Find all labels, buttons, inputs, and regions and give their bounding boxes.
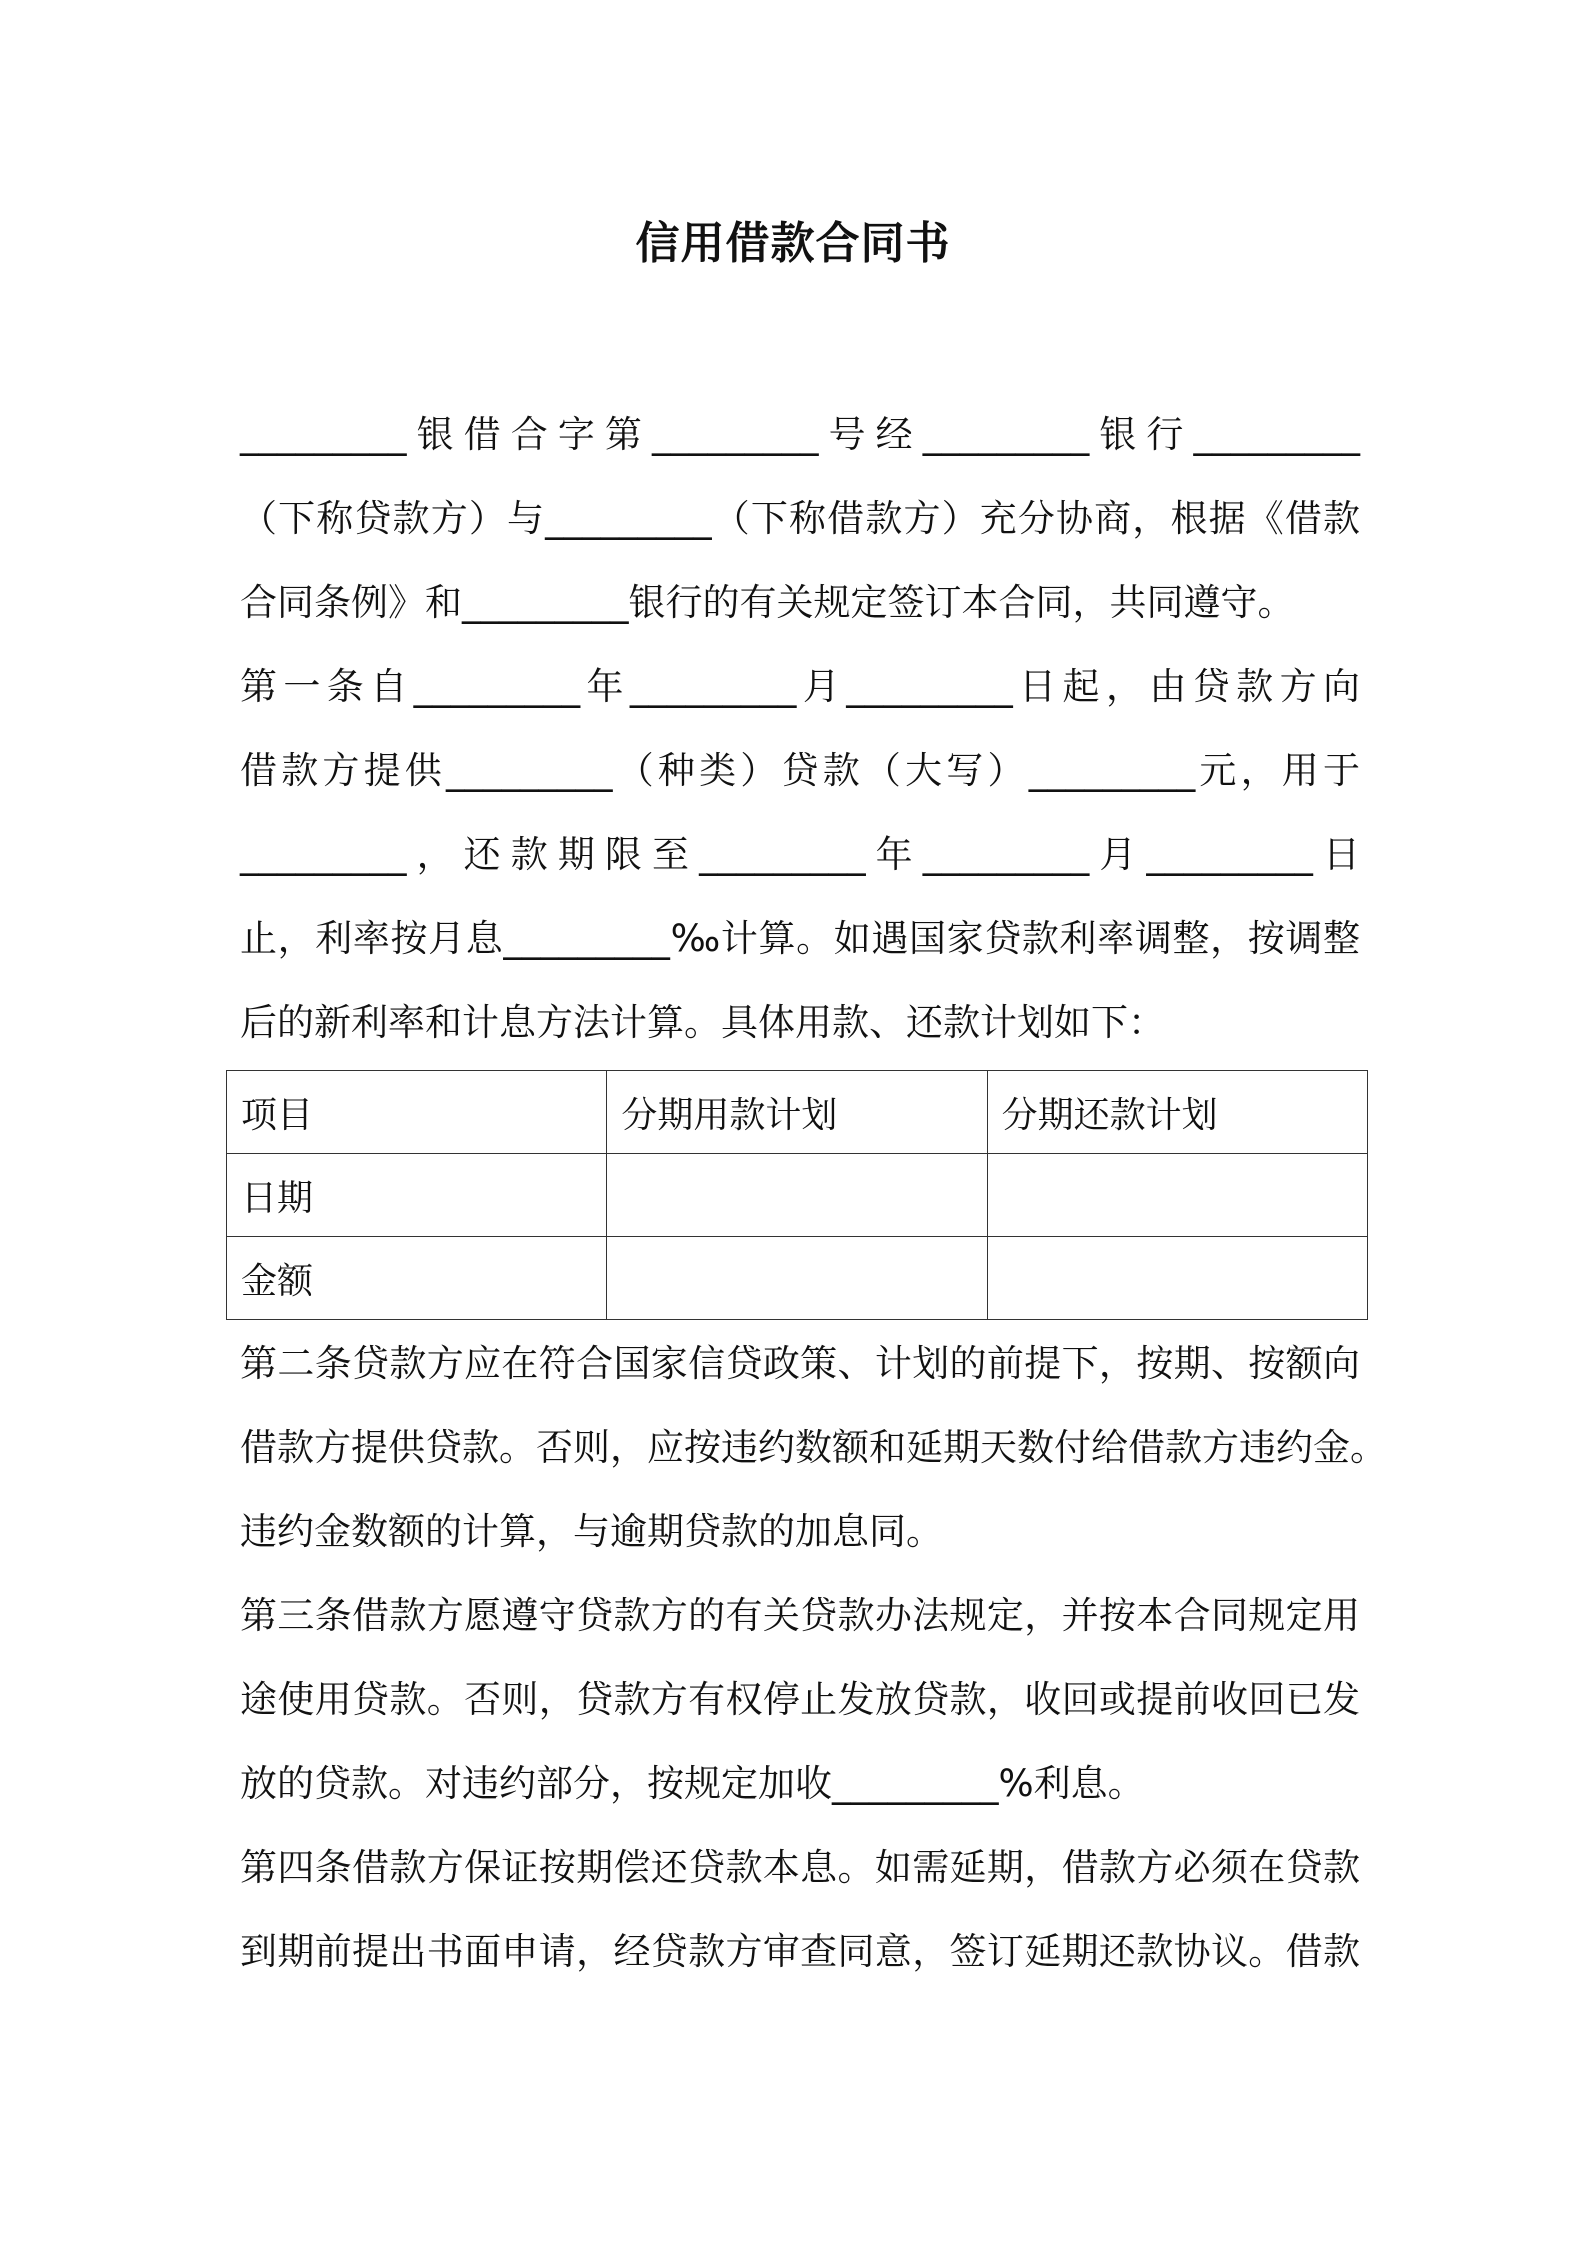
text-line: 借款方提供贷款。否则，应按违约数额和延期天数付给借款方违约金。 — [240, 1426, 1387, 1469]
table-cell: 日期 — [227, 1154, 607, 1237]
table-cell — [987, 1154, 1367, 1237]
table-header-cell: 分期还款计划 — [987, 1071, 1367, 1154]
table-header-row — [227, 1071, 1368, 1154]
text-line: 途使用贷款。否则，贷款方有权停止发放贷款，收回或提前收回已发 — [240, 1678, 1360, 1721]
table-cell: 金额 — [227, 1237, 607, 1320]
text-line: 第一条自_________年_________月_________日起，由贷款方向 — [240, 665, 1360, 708]
table-cell — [607, 1237, 987, 1320]
intro-paragraph — [240, 393, 1360, 1065]
table-header-cell: 项目 — [227, 1071, 607, 1154]
text-line: 借款方提供_________（种类）贷款（大写）_________元，用于 — [240, 749, 1360, 792]
table-cell — [607, 1154, 987, 1237]
text-line: 合同条例》和_________银行的有关规定签订本合同，共同遵守。 — [240, 581, 1295, 624]
text-line: 第二条贷款方应在符合国家信贷政策、计划的前提下，按期、按额向 — [240, 1342, 1360, 1385]
text-line: _________，还款期限至_________年_________月_________日 — [240, 833, 1360, 876]
text-line: 第四条借款方保证按期偿还贷款本息。如需延期，借款方必须在贷款 — [240, 1846, 1360, 1889]
text-line: （下称贷款方）与_________（下称借款方）充分协商，根据《借款 — [240, 497, 1360, 540]
document-title: 信用借款合同书 — [635, 218, 951, 269]
text-line: 违约金数额的计算，与逾期贷款的加息同。 — [240, 1510, 943, 1553]
text-line: _________银借合字第_________号经_________银行_________ — [240, 413, 1360, 456]
table-row — [227, 1154, 1368, 1237]
table-header-cell: 分期用款计划 — [607, 1071, 987, 1154]
articles-paragraph — [240, 1322, 1387, 1994]
text-line: 止，利率按月息_________‰计算。如遇国家贷款利率调整，按调整 — [240, 917, 1360, 960]
text-line: 放的贷款。对违约部分，按规定加收_________%利息。 — [240, 1762, 1145, 1805]
text-line: 第三条借款方愿遵守贷款方的有关贷款办法规定，并按本合同规定用 — [240, 1594, 1360, 1637]
repayment-plan-table — [226, 1070, 1368, 1320]
text-line: 后的新利率和计息方法计算。具体用款、还款计划如下： — [240, 1001, 1165, 1044]
text-line: 到期前提出书面申请，经贷款方审查同意，签订延期还款协议。借款 — [240, 1930, 1360, 1973]
table-row — [227, 1237, 1368, 1320]
table-cell — [987, 1237, 1367, 1320]
